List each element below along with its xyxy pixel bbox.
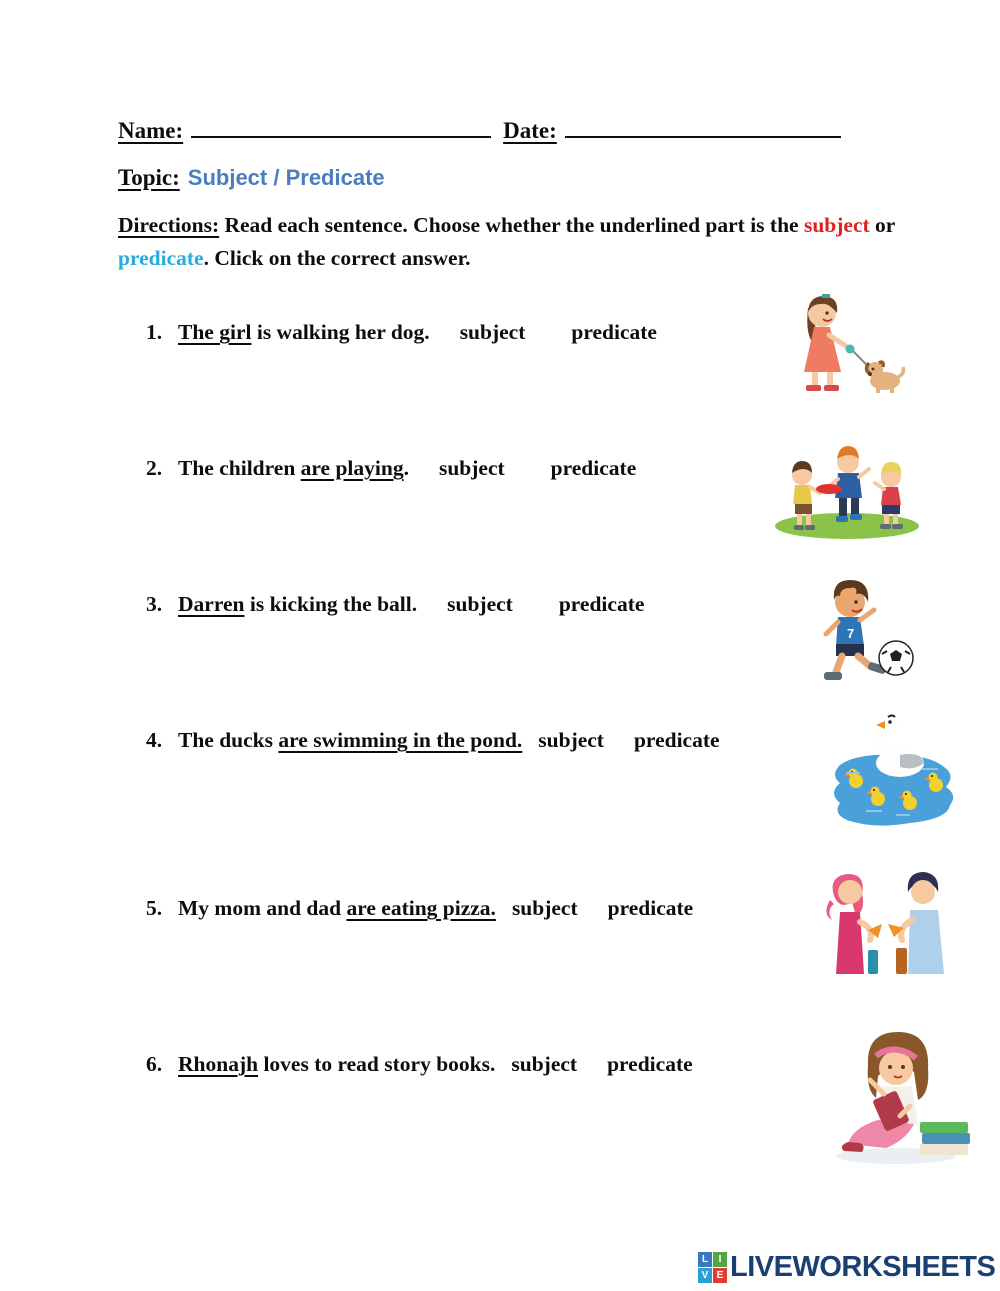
question-number: 1. [146,320,163,344]
frisbee [816,484,842,494]
logo-tile-l: L [698,1252,712,1267]
girl-reading-books-illustration [826,1020,974,1168]
sentence-underlined-part: are playing [300,456,404,480]
predicate-option-q1[interactable]: predicate [571,320,657,344]
question-number: 3. [146,592,163,616]
liveworksheets-logo-text: LIVEWORKSHEETS [730,1251,996,1283]
predicate-option-q2[interactable]: predicate [550,456,637,480]
topic-label: Topic: [118,165,180,190]
sentence-pre: The children [178,456,301,480]
question-number: 5. [146,896,163,920]
topic-value: Subject / Predicate [187,165,385,190]
subject-option-q4[interactable]: subject [538,728,604,752]
subject-option-q3[interactable]: subject [447,592,513,616]
subject-option-q1[interactable]: subject [459,320,526,344]
children-playing-frisbee-illustration [772,437,922,540]
directions-predicate-word: predicate [118,246,204,270]
predicate-option-q3[interactable]: predicate [558,592,645,616]
sentence-pre: The ducks [178,728,279,752]
subject-option-q2[interactable]: subject [438,456,505,480]
logo-tile-v: V [698,1268,712,1283]
question-number: 6. [146,1052,163,1076]
directions-subject-word: subject [803,213,870,237]
sentence-post: is kicking the ball. [244,592,418,616]
book-stack [920,1122,970,1155]
predicate-option-q6[interactable]: predicate [607,1052,693,1076]
directions-or-word: or [869,213,895,237]
logo-tile-e: E [713,1268,727,1283]
date-label: Date: [503,118,557,143]
mom-and-dad-eating-pizza-illustration [812,866,954,988]
directions-text-1: Read each sentence. Choose whether the underlined part is the [219,213,804,237]
boy-kicking-soccer-ball-illustration [798,572,920,688]
sentence-underlined-part: are swimming in the pond. [278,728,523,752]
question-5-row [146,896,693,921]
subject-option-q6[interactable]: subject [511,1052,578,1076]
sentence-underlined-part: Darren [178,592,245,616]
sentence-underlined-part: Rhonajh [178,1052,259,1076]
sentence-post: loves to read story books. [258,1052,496,1076]
name-blank-field[interactable] [191,116,491,138]
sentence-underlined-part: The girl [178,320,252,344]
question-6-row [146,1052,693,1077]
jersey-number: 7 [847,626,855,641]
sentence-underlined-part: are eating pizza. [346,896,496,920]
name-date-row [118,116,898,144]
directions-label: Directions: [118,213,220,237]
liveworksheets-logo[interactable] [698,1251,995,1284]
sentence-post: . [403,456,409,480]
directions-text-2: . Click on the correct answer. [203,246,471,270]
subject-option-q5[interactable]: subject [511,896,578,920]
name-label: Name: [118,118,184,143]
date-blank-field[interactable] [565,116,841,138]
question-4-row [146,728,720,753]
predicate-option-q5[interactable]: predicate [607,896,694,920]
question-number: 2. [146,456,163,480]
question-3-row [146,592,644,617]
logo-tile-i: I [713,1252,727,1267]
predicate-option-q4[interactable]: predicate [633,728,720,752]
girl-walking-dog-illustration [778,286,910,398]
liveworksheets-logo-icon [698,1252,727,1283]
question-1-row [146,320,657,345]
sentence-pre: My mom and dad [178,896,347,920]
swan-and-ducklings-in-pond-illustration [826,703,958,833]
topic-row [118,165,385,191]
sentence-post: is walking her dog. [251,320,430,344]
question-2-row [146,456,636,481]
question-number: 4. [146,728,163,752]
directions [118,209,913,275]
